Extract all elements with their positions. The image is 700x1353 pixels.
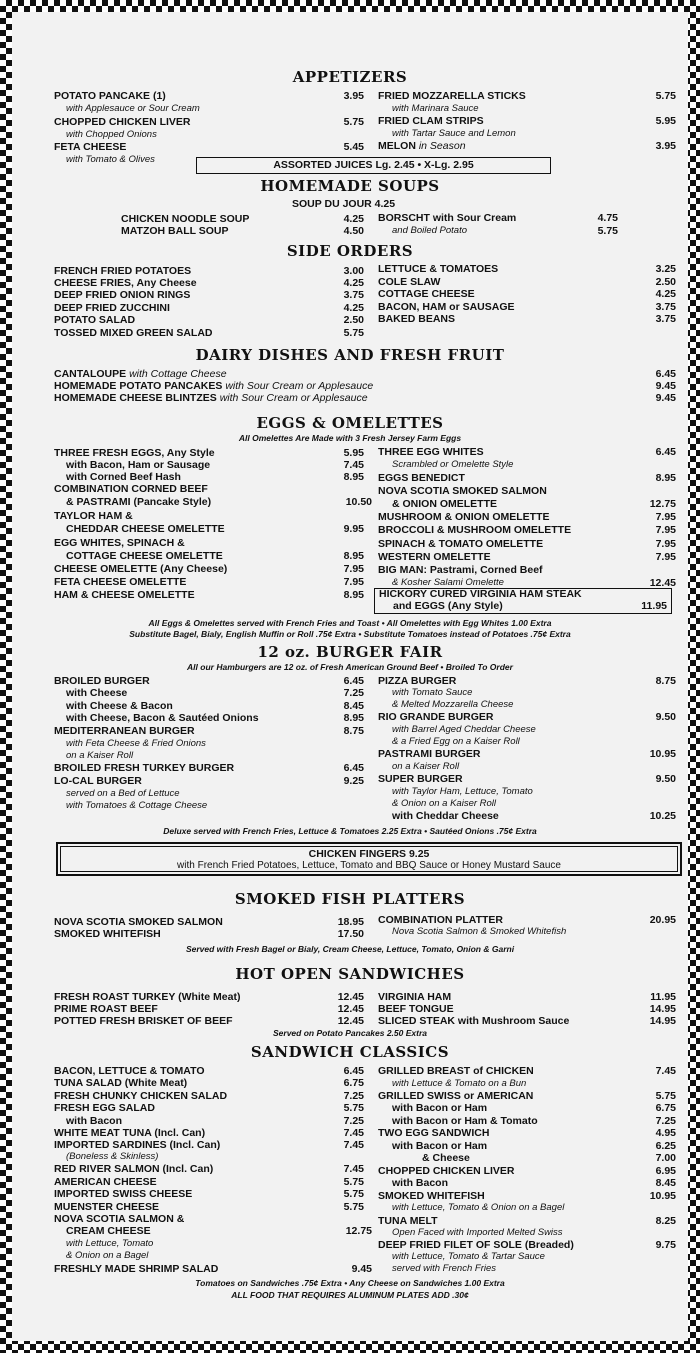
price: 6.45 [343,675,364,687]
price: 7.45 [655,1065,676,1077]
menu-item: PIZZA BURGER [378,675,457,687]
menu-item: HAM & CHEESE OMELETTE [54,589,195,601]
menu-item: WESTERN OMELETTE [378,551,491,563]
item-desc: served on a Bed of Lettuce [66,788,180,799]
section-soups: HOMEMADE SOUPS [260,177,440,195]
item-desc: with Lettuce & Tomato on a Bun [392,1078,527,1089]
menu-item: COLE SLAW [378,276,441,288]
menu-item: BACON, LETTUCE & TOMATO [54,1065,205,1077]
price: 11.95 [641,600,667,612]
juices-box: ASSORTED JUICES Lg. 2.45 • X-Lg. 2.95 [196,157,551,174]
menu-item: RED RIVER SALMON (Incl. Can) [54,1163,214,1175]
eggs-note: All Eggs & Omelettes served with French Fries and Toast • All Omelettes with Egg Whites 1.00 Extra [148,618,552,628]
price: 9.95 [343,523,364,535]
menu-item: & Cheese [422,1152,470,1164]
menu-item: BIG MAN: Pastrami, Corned Beef [378,564,543,576]
menu-item: with Cheese [66,687,128,699]
classics-note: Tomatoes on Sandwiches .75¢ Extra • Any Cheese on Sandwiches 1.00 Extra [195,1278,505,1288]
price: 5.95 [343,447,364,459]
price: 7.25 [343,1115,364,1127]
price: 8.95 [343,550,364,562]
item-desc: with Lettuce, Tomato [66,1238,154,1249]
menu-item: CHOPPED CHICKEN LIVER [54,116,191,128]
menu-item: EGGS BENEDICT [378,472,465,484]
item-name: MELON [378,140,416,152]
menu-item: IMPORTED SWISS CHEESE [54,1188,193,1200]
menu-item: DEEP FRIED FILET OF SOLE (Breaded) [378,1239,574,1251]
menu-content [26,20,674,1331]
section-eggs: EGGS & OMELETTES [256,414,444,432]
price: 4.50 [343,225,364,237]
menu-item: MATZOH BALL SOUP [121,225,229,237]
menu-item: MUENSTER CHEESE [54,1201,160,1213]
menu-item: with Bacon or Ham & Tomato [392,1115,538,1127]
menu-item: CREAM CHEESE [66,1225,151,1237]
price: 5.75 [343,1102,364,1114]
price: 7.45 [343,1139,364,1151]
item-desc: with Tomato & Olives [66,154,155,165]
menu-item: with Bacon [66,1115,123,1127]
menu-item: CHICKEN FINGERS 9.25 [308,848,430,860]
menu-item: DEEP FRIED ONION RINGS [54,289,191,301]
item-desc: Open Faced with Imported Melted Swiss [392,1227,563,1238]
menu-item: BEEF TONGUE [378,1003,454,1015]
price: 2.50 [655,276,676,288]
price: 7.95 [655,511,676,523]
menu-item: PASTRAMI BURGER [378,748,481,760]
price: 4.25 [343,277,364,289]
menu-item: & ONION OMELETTE [392,498,497,510]
menu-item: NOVA SCOTIA SMOKED SALMON [54,916,223,928]
item-desc: Scrambled or Omelette Style [392,459,514,470]
menu-item: GRILLED SWISS or AMERICAN [378,1090,534,1102]
price: 8.25 [655,1215,676,1227]
price: 4.95 [655,1127,676,1139]
price: 14.95 [649,1015,676,1027]
menu-item: CHOPPED CHICKEN LIVER [378,1165,515,1177]
item-desc: and Boiled Potato [392,225,468,236]
item-desc: on a Kaiser Roll [392,761,460,772]
menu-item: BROILED FRESH TURKEY BURGER [54,762,235,774]
section-sides: SIDE ORDERS [286,242,414,260]
price: 8.95 [343,589,364,601]
price: 7.95 [343,563,364,575]
menu-item: BACON, HAM or SAUSAGE [378,301,515,313]
price: 9.45 [655,380,676,392]
menu-item: CHICKEN NOODLE SOUP [121,213,250,225]
item-name: HOMEMADE POTATO PANCAKES [54,380,223,392]
price: 3.75 [343,289,364,301]
menu-item: COTTAGE CHEESE [378,288,475,300]
price: 3.95 [655,140,676,152]
menu-item: COMBINATION PLATTER [378,914,504,926]
menu-item: with Bacon or Ham [392,1140,488,1152]
hot-note: Served on Potato Pancakes 2.50 Extra [272,1028,428,1038]
price: 8.75 [343,725,364,737]
price: 9.50 [655,773,676,785]
item-desc: with Lettuce, Tomato & Onion on a Bagel [392,1202,565,1213]
price: 2.50 [343,314,364,326]
item-desc: with Tomatoes & Cottage Cheese [66,800,208,811]
menu-item: RIO GRANDE BURGER [378,711,494,723]
price: 12.45 [337,1015,364,1027]
menu-item: EGG WHITES, SPINACH & [54,537,185,549]
menu-item: LETTUCE & TOMATOES [378,263,499,275]
menu-item: NOVA SCOTIA SMOKED SALMON [378,485,547,497]
price: 20.95 [649,914,676,926]
item-desc: with Applesauce or Sour Cream [66,103,200,114]
price: 7.95 [655,524,676,536]
price: 7.95 [343,576,364,588]
price: 18.95 [337,916,364,928]
section-hot: HOT OPEN SANDWICHES [235,965,465,983]
price: 7.45 [343,1163,364,1175]
menu-item: HICKORY CURED VIRGINIA HAM STEAK [379,588,582,600]
eggs-intro: All Omelettes Are Made with 3 Fresh Jersey Farm Eggs [238,433,462,443]
price: 5.45 [343,141,364,153]
price: 7.25 [655,1115,676,1127]
menu-item: FRIED CLAM STRIPS [378,115,484,127]
price: 8.95 [343,712,364,724]
item-desc: (Boneless & Skinless) [66,1151,159,1162]
price: 8.95 [343,471,364,483]
price: 3.95 [343,90,364,102]
menu-item: NOVA SCOTIA SALMON & [54,1213,185,1225]
section-classics: SANDWICH CLASSICS [250,1043,450,1061]
menu-item: CHEDDAR CHEESE OMELETTE [66,523,225,535]
menu-item: COMBINATION CORNED BEEF [54,483,208,495]
section-appetizers: APPETIZERS [292,68,408,86]
item-desc: with Tomato Sauce [392,687,473,698]
item-name: HOMEMADE CHEESE BLINTZES [54,392,217,404]
menu-item: SUPER BURGER [378,773,463,785]
price: 7.95 [655,538,676,550]
menu-item: FETA CHEESE OMELETTE [54,576,187,588]
price: 5.95 [655,115,676,127]
menu-item: POTATO PANCAKE (1) [54,90,166,102]
burger-intro: All our Hamburgers are 12 oz. of Fresh American Ground Beef • Broiled To Order [187,662,513,672]
item-desc: in Season [418,140,466,152]
menu-item: FETA CHEESE [54,141,127,153]
item-desc: with Marinara Sauce [392,103,479,114]
menu-item: with Cheese, Bacon & Sautéed Onions [66,712,259,724]
menu-item: POTTED FRESH BRISKET OF BEEF [54,1015,233,1027]
price: 5.75 [343,116,364,128]
price: 14.95 [649,1003,676,1015]
price: 9.50 [655,711,676,723]
price: 7.95 [655,551,676,563]
menu-item: TAYLOR HAM & [54,510,133,522]
item-desc: with Tartar Sauce and Lemon [392,128,516,139]
price: 6.25 [655,1140,676,1152]
menu-item: PRIME ROAST BEEF [54,1003,158,1015]
item-desc: on a Kaiser Roll [66,750,134,761]
price: 6.45 [343,762,364,774]
price: 7.00 [655,1152,676,1164]
price: 5.75 [597,225,618,237]
price: 6.75 [343,1077,364,1089]
price: 3.00 [343,265,364,277]
fish-note: Served with Fresh Bagel or Bialy, Cream Cheese, Lettuce, Tomato, Onion & Garni [185,944,515,954]
item-desc: & Melted Mozzarella Cheese [392,699,514,710]
price: 5.75 [655,1090,676,1102]
menu-item: TOSSED MIXED GREEN SALAD [54,327,213,339]
menu-item: THREE EGG WHITES [378,446,484,458]
price: 9.75 [655,1239,676,1251]
item-desc: with Sour Cream or Applesauce [225,380,374,392]
price: 8.45 [655,1177,676,1189]
item-desc: with French Fried Potatoes, Lettuce, Tomato and BBQ Sauce or Honey Mustard Sauce [177,860,561,871]
menu-item: FRIED MOZZARELLA STICKS [378,90,526,102]
price: 12.45 [337,1003,364,1015]
menu-item: and EGGS (Any Style) [393,599,503,612]
item-desc: with Feta Cheese & Fried Onions [66,738,206,749]
menu-item: IMPORTED SARDINES (Incl. Can) [54,1139,221,1151]
menu-item: with Bacon or Ham [392,1102,488,1114]
menu-item: COTTAGE CHEESE OMELETTE [66,550,223,562]
price: 3.25 [655,263,676,275]
menu-item: with Cheese & Bacon [66,700,173,712]
price: 12.45 [337,991,364,1003]
item-desc: with Chopped Onions [66,129,157,140]
price: 8.45 [343,700,364,712]
menu-item: MEDITERRANEAN BURGER [54,725,195,737]
menu-item: GRILLED BREAST of CHICKEN [378,1065,534,1077]
price: 12.45 [649,577,676,589]
menu-item: FRESH EGG SALAD [54,1102,155,1114]
menu-item: MUSHROOM & ONION OMELETTE [378,511,550,523]
price: 10.95 [649,1190,676,1202]
menu-item: LO-CAL BURGER [54,775,142,787]
burger-note: Deluxe served with French Fries, Lettuce & Tomatoes 2.25 Extra • Sautéed Onions .75¢ Extra [163,826,537,836]
price: 5.75 [343,327,364,339]
price: 6.45 [655,368,676,380]
menu-item: DEEP FRIED ZUCCHINI [54,302,170,314]
menu-item: TUNA MELT [378,1215,438,1227]
price: 5.75 [343,1201,364,1213]
item-desc: with Barrel Aged Cheddar Cheese [392,724,536,735]
classics-note: ALL FOOD THAT REQUIRES ALUMINUM PLATES ADD .30¢ [231,1290,469,1300]
item-desc: & Onion on a Kaiser Roll [392,798,497,809]
item-name: CANTALOUPE [54,368,127,380]
price: 7.25 [343,687,364,699]
section-burger: 12 oz. BURGER FAIR [257,643,443,661]
price: 3.75 [655,301,676,313]
menu-item: TUNA SALAD (White Meat) [54,1077,188,1089]
price: 9.45 [655,392,676,404]
menu-item: SMOKED WHITEFISH [54,928,161,940]
price: 12.75 [345,1225,372,1237]
item-desc: served with French Fries [392,1263,497,1274]
price: 7.25 [343,1090,364,1102]
menu-item: CHEESE OMELETTE (Any Cheese) [54,563,228,575]
price: 4.25 [343,302,364,314]
menu-item: SMOKED WHITEFISH [378,1190,485,1202]
item-desc: & Onion on a Bagel [66,1250,149,1261]
price: 6.75 [655,1102,676,1114]
eggs-note: Substitute Bagel, Bialy, English Muffin or Roll .75¢ Extra • Substitute Tomatoes instead of Potatoes .75¢ Extra [129,629,571,639]
menu-item [378,140,466,152]
soup-du-jour: SOUP DU JOUR 4.25 [292,198,396,210]
price: 7.45 [343,1127,364,1139]
section-dairy: DAIRY DISHES AND FRESH FRUIT [195,346,505,364]
price: 10.25 [649,810,676,822]
menu-item: FRESH ROAST TURKEY (White Meat) [54,991,241,1003]
price: 10.50 [345,496,372,508]
menu-item: THREE FRESH EGGS, Any Style [54,447,215,459]
menu-item: with Bacon, Ham or Sausage [66,459,211,471]
price: 6.45 [343,1065,364,1077]
menu-item [54,392,368,404]
menu-item: POTATO SALAD [54,314,136,326]
price: 6.45 [655,446,676,458]
price: 7.45 [343,459,364,471]
price: 9.25 [343,775,364,787]
item-desc: & a Fried Egg on a Kaiser Roll [392,736,520,747]
price: 17.50 [337,928,364,940]
menu-item: CHEESE FRIES, Any Cheese [54,277,197,289]
item-desc: Nova Scotia Salmon & Smoked Whitefish [392,926,567,937]
price: 4.25 [343,213,364,225]
menu-item: FRESH CHUNKY CHICKEN SALAD [54,1090,228,1102]
hickory-box [374,588,672,614]
price: 5.75 [655,90,676,102]
price: 6.95 [655,1165,676,1177]
menu-item: AMERICAN CHEESE [54,1176,157,1188]
section-fish: SMOKED FISH PLATTERS [234,890,466,908]
price: 5.75 [343,1188,364,1200]
menu-item: SPINACH & TOMATO OMELETTE [378,538,544,550]
menu-item: BROCCOLI & MUSHROOM OMELETTE [378,524,572,536]
price: 11.95 [650,991,676,1003]
menu-item: WHITE MEAT TUNA (Incl. Can) [54,1127,206,1139]
price: 9.45 [351,1263,372,1275]
menu-item: SLICED STEAK with Mushroom Sauce [378,1015,570,1027]
price: 5.75 [343,1176,364,1188]
menu-item: TWO EGG SANDWICH [378,1127,490,1139]
price: 10.95 [649,748,676,760]
item-desc: with Lettuce, Tomato & Tartar Sauce [392,1251,545,1262]
price: 4.25 [655,288,676,300]
menu-item: FRESHLY MADE SHRIMP SALAD [54,1263,219,1275]
price: 12.75 [649,498,676,510]
menu-item: BORSCHT with Sour Cream [378,212,517,224]
menu-item: with Bacon [392,1177,449,1189]
price: 8.95 [655,472,676,484]
menu-item [54,380,373,392]
price: 3.75 [655,313,676,325]
menu-item [54,368,227,380]
menu-item: VIRGINIA HAM [378,991,452,1003]
menu-item: & PASTRAMI (Pancake Style) [66,496,212,508]
chicken-fingers-box [56,842,682,876]
price: 4.75 [597,212,618,224]
item-desc: with Cottage Cheese [129,368,227,380]
item-desc: & Kosher Salami Omelette [392,577,504,588]
menu-item: FRENCH FRIED POTATOES [54,265,192,277]
menu-item: BAKED BEANS [378,313,456,325]
menu-item: with Corned Beef Hash [66,471,181,483]
item-desc: with Sour Cream or Applesauce [219,392,368,404]
price: 8.75 [655,675,676,687]
item-desc: with Taylor Ham, Lettuce, Tomato [392,786,533,797]
menu-item: BROILED BURGER [54,675,150,687]
menu-item: with Cheddar Cheese [392,810,499,822]
